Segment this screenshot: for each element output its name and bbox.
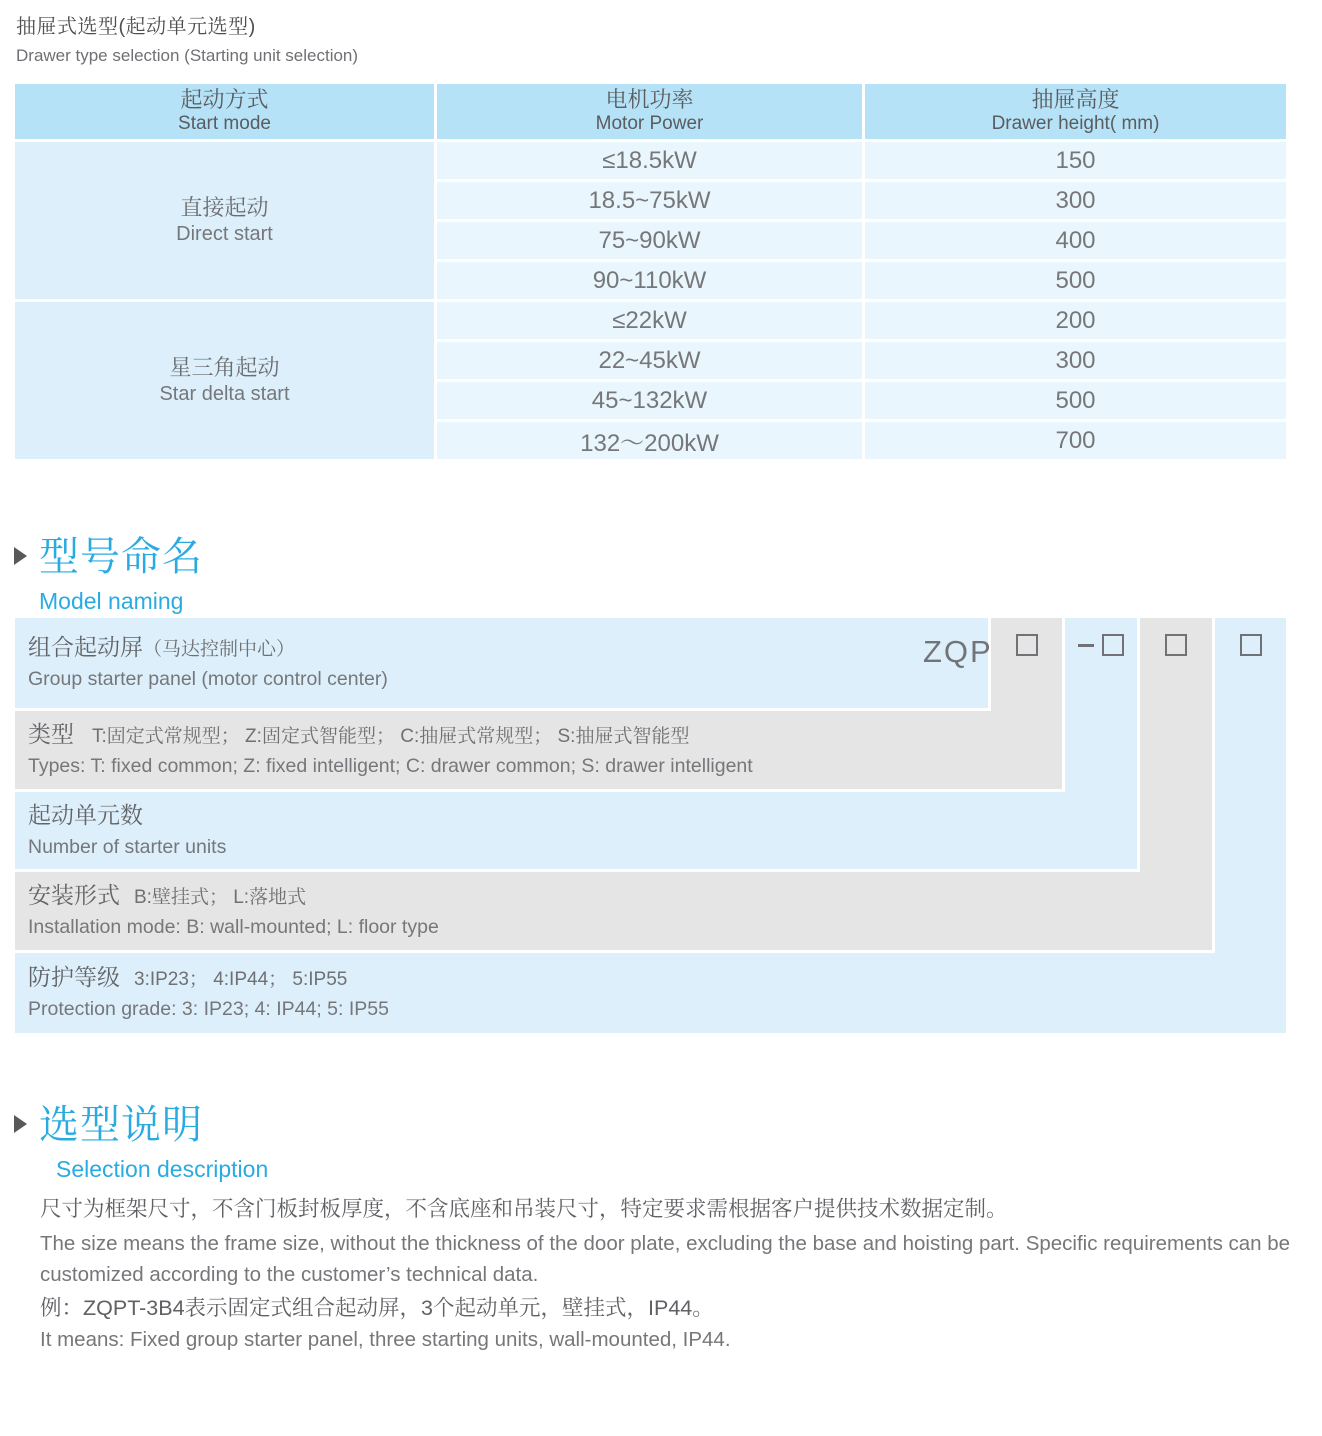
start-mode-star-delta-cell: [15, 302, 434, 459]
band-en: Group starter panel (motor control center): [28, 668, 388, 691]
power-cell: 18.5~75kW: [437, 182, 862, 219]
band-en: Installation mode: B: wall-mounted; L: floor type: [28, 916, 439, 939]
band-zh: 起动单元数: [28, 802, 143, 828]
band-starter-units: [15, 792, 1137, 869]
section-title-en: Selection description: [56, 1156, 269, 1182]
code-box-icon: [1240, 634, 1262, 656]
page-title-block: [16, 10, 358, 66]
page-title-zh: 抽屉式选型(起动单元选型): [16, 16, 256, 38]
code-dash-icon: [1078, 644, 1094, 647]
section-title-zh: 型号命名: [39, 535, 203, 579]
start-mode-direct-cell: [15, 142, 434, 299]
height-cell: 500: [865, 382, 1286, 419]
section-arrow-icon: [14, 1115, 27, 1133]
start-mode-en: Star delta start: [159, 382, 290, 405]
start-mode-en: Direct start: [176, 222, 273, 245]
band-zh-sub: 3:IP23； 4:IP44； 5:IP55: [134, 969, 348, 991]
code-box-icon: [1016, 634, 1038, 656]
description-example-zh: 例：ZQPT-3B4表示固定式组合起动屏，3个起动单元，壁挂式，IP44。: [40, 1296, 714, 1320]
band-group-starter-panel: [15, 618, 988, 708]
band-en: Protection grade: 3: IP23; 4: IP44; 5: IP55: [28, 998, 389, 1021]
page-title-en: Drawer type selection (Starting unit selection): [16, 46, 359, 65]
band-zh: 安装形式: [28, 882, 120, 909]
col-header-motor-power: [437, 84, 862, 139]
power-cell: 90~110kW: [437, 262, 862, 299]
band-en: Number of starter units: [28, 835, 227, 858]
height-cell: 500: [865, 262, 1286, 299]
height-cell: 400: [865, 222, 1286, 259]
description-en-line: The size means the frame size, without the thickness of the door plate, excluding the base and hoisting part. Specific requirements can be customized according to the customer’s technical data.: [40, 1232, 1291, 1286]
code-strip-type: [991, 618, 1062, 711]
power-cell: 132～200kW: [437, 422, 862, 459]
col-header-start-mode: [15, 84, 434, 139]
section-title-zh: 选型说明: [39, 1103, 203, 1147]
selection-description-heading: [14, 1093, 268, 1183]
section-arrow-icon: [14, 547, 27, 565]
band-zh-sub: T:固定式常规型； Z:固定式智能型； C:抽屉式常规型； S:抽屉式智能型: [92, 726, 690, 748]
col-header-en: Start mode: [178, 113, 271, 135]
code-strip-units: [1065, 618, 1137, 792]
col-header-en: Motor Power: [595, 113, 704, 135]
band-zh-sub: B:壁挂式； L:落地式: [134, 887, 307, 909]
description-example-en: It means: Fixed group starter panel, three starting units, wall-mounted, IP44.: [40, 1328, 731, 1351]
start-mode-zh: 星三角起动: [169, 355, 280, 381]
model-naming-diagram: [15, 618, 1286, 1034]
height-cell: 700: [865, 422, 1286, 459]
height-cell: 300: [865, 182, 1286, 219]
power-cell: ≤18.5kW: [437, 142, 862, 179]
col-header-zh: 抽屉高度: [1031, 86, 1120, 112]
code-box-icon: [1102, 634, 1124, 656]
model-naming-heading: [14, 525, 203, 615]
col-header-drawer-height: [865, 84, 1286, 139]
code-strip-protection: [1215, 618, 1286, 953]
power-cell: 22~45kW: [437, 342, 862, 379]
power-cell: 45~132kW: [437, 382, 862, 419]
height-cell: 300: [865, 342, 1286, 379]
band-zh: 防护等级: [28, 964, 120, 991]
height-cell: 150: [865, 142, 1286, 179]
section-title-en: Model naming: [39, 588, 184, 614]
power-cell: ≤22kW: [437, 302, 862, 339]
col-header-zh: 电机功率: [605, 86, 694, 112]
drawer-selection-table: [15, 84, 1286, 459]
band-zh-sub: （马达控制中心）: [143, 639, 296, 661]
band-zh: 类型: [28, 721, 74, 748]
start-mode-zh: 直接起动: [180, 195, 269, 221]
band-types: [15, 711, 1062, 789]
model-code-prefix: ZQP: [923, 634, 993, 669]
selection-description-text: [40, 1194, 1292, 1355]
power-cell: 75~90kW: [437, 222, 862, 259]
height-cell: 200: [865, 302, 1286, 339]
col-header-en: Drawer height( mm): [991, 113, 1160, 135]
band-installation-mode: [15, 872, 1212, 950]
code-strip-installation: [1140, 618, 1212, 872]
description-zh-line: 尺寸为框架尺寸，不含门板封板厚度，不含底座和吊装尺寸，特定要求需根据客户提供技术数据定制。: [40, 1197, 1008, 1221]
code-box-icon: [1165, 634, 1187, 656]
col-header-zh: 起动方式: [180, 86, 269, 112]
band-en: Types: T: fixed common; Z: fixed intelligent; C: drawer common; S: drawer intelligent: [28, 755, 753, 778]
band-protection-grade: [15, 953, 1286, 1033]
band-zh: 组合起动屏: [28, 634, 143, 661]
